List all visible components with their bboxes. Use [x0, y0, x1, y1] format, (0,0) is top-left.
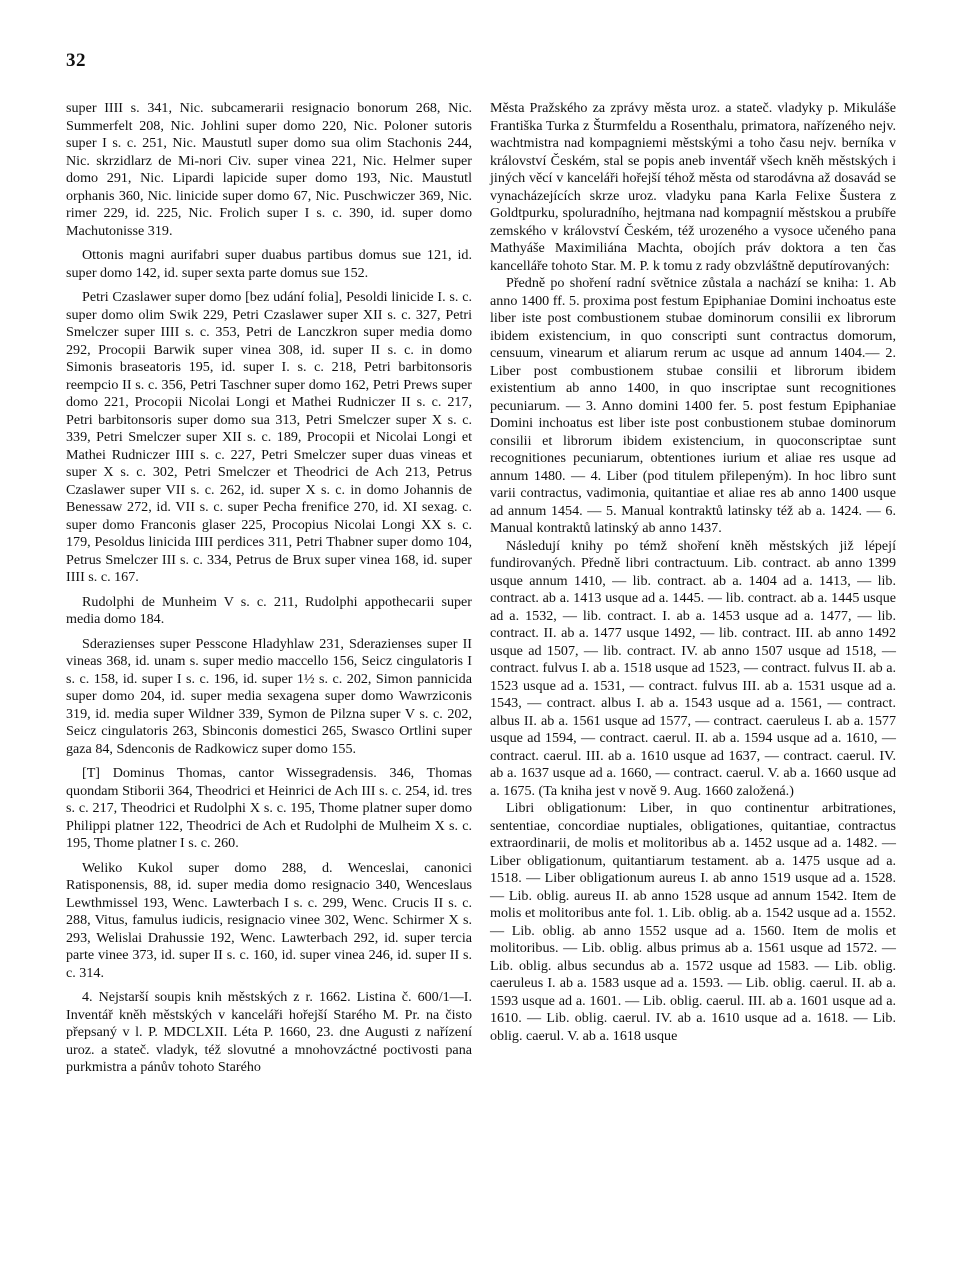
paragraph: Libri obligationum: Liber, in quo continentur arbitrationes, sententiae, concordiae nuptiales, obligationes, quitantiae, contractus extraordinarii, de molis et molitoribus ab a. 1452 usque ad a. 1482. — Liber obligationum, quitantiarum testament. ab a. 1475 usque ad a. 1518. — Liber obligationum aureus I. ab anno 1519 usque ad a. 1528. — Lib. oblig. aureus II. ab anno 1528 usque ad annum 1542. Item de molis et molitoribus ante fol. 1. Lib. oblig. ab a. 1542 usque ad a. 1552. — Lib. oblig. ab anno 1552 usque ad a. 1560. Item de molis et molitoribus. — Lib. oblig. albus primus ab a. 1561 usque ad 1572. — Lib. oblig. albus secundus ab a. 1572 usque ad 1583. — Lib. oblig. caeruleus I. ab a. 1583 usque ad a. 1593. — Lib. oblig. caerul. II. ab a. 1593 usque ad a. 1601. — Lib. oblig. caerul. III. ab a. 1601 usque ad a. 1610. — Lib. oblig. caerul. IV. ab a. 1610 usque ad a. 1618. — Lib. oblig. caerul. V. ab a. 1618 usque — [490, 800, 896, 1044]
paragraph: Weliko Kukol super domo 288, d. Wenceslai, canonici Ratisponensis, 88, id. super media domo resignacio 340, Wenceslaus Lewthmissel 193, Wenc. Lawterbach I s. c. 299, Wenc. Crucis II s. c. 288, Vitus, famulus iudicis, resignacio vinee 302, Wenc. Schirmer X s. 293, Welislai Drahussie 192, Wenc. Lawterbach 292, id. super tercia parte vinee 373, id. super II s. c. 160, id. super vinea 246, id. super II s. c. 314. — [66, 859, 472, 981]
paragraph: super IIII s. 341, Nic. subcamerarii resignacio bonorum 268, Nic. Summerfelt 208, Nic. Johlini super domo 220, Nic. Poloner sutoris super I s. c. 251, Nic. Maustutl super domo sua olim Stachonis 244, Nic. skrzidlarz de Mi-nori Civ. super vinea 221, Nic. Helmer super domo 291, Nic. Lipardi lapicide super domo 193, Nic. Maustutl orphanis 360, Nic. linicide super domo 67, Nic. Puschwiczer 369, Nic. rimer 229, id. 225, Nic. Frolich super I s. c. 390, id. super domo Machutonisse 319. — [66, 100, 472, 239]
left-column — [66, 100, 472, 1077]
page-number: 32 — [66, 50, 86, 71]
section-heading-paragraph: 4. Nejstarší soupis knih městských z r. 1662. Listina č. 600/1—I. Inventář kněh městských v kanceláři hořejší Starého M. Pr. na čisto přepsaný v l. P. MDCLXII. Léta P. 1660, 23. dne Augusti z nařízení uroz. a stateč. vladyk, též slovutné a mnohovzáctné poctivosti pana purkmistra a pánův tohoto Starého — [66, 989, 472, 1075]
paragraph: [T] Dominus Thomas, cantor Wissegradensis. 346, Thomas quondam Stiborii 364, Theodrici et Heinrici de Ach III s. c. 254, id. tres s. c. 217, Theodrici et Rudolphi X s. c. 195, Thome platner super domo Philippi platner 122, Theodrici de Ach et Rudolphi de Mulheim X s. c. 195, Thome platner I s. c. 260. — [66, 765, 472, 851]
paragraph: Ottonis magni aurifabri super duabus partibus domus sue 121, id. super domo 142, id. super sexta parte domus sue 152. — [66, 247, 472, 281]
paragraph: Předně po shoření radní světnice zůstala a nachází se kniha: 1. Ab anno 1400 ff. 5. proxima post festum Epiphaniae Domini inchoatus este liber iste post combustionem stubae dominorum consilii ex librorum ibidem existencium, in quo conscripti sunt contractus domorum, censuum, vinearum et aliarum rerum ac usque ad annum 1404.— 2. Liber post combustionem stubae consilii et librorum ibidem existentium ab anno 1400, in quo inscriptae sunt recognitiones pecuniarum. — 3. Anno domini 1400 fer. 5. post festum Epiphaniae Domini inchoatus est liber iste post conbustionem stubae dominorum consilii et librorum ibidem existencium, in quoconscriptae sunt recognitiones pecuniarum, obtentiones iurium et aliae res usque ad annum 1480. — 4. Liber (pod titulem přilepeným). In hoc libro sunt varii contractus, vadimonia, quitantiae et aliae res ab anno 1400 usque ad annum 1454. — 5. Manual kontraktů latinsky též ab a. 1424. — 6. Manual kontraktů latinský ab anno 1437. — [490, 275, 896, 536]
paragraph: Petri Czaslawer super domo [bez udání folia], Pesoldi linicide I. s. c. super domo olim Swik 229, Petri Czaslawer super XII s. c. 327, Petri Smelczer super IIII s. c. 353, Petri de Lanczkron super media domo 292, Procopii Barwik super vinea 308, id. super II s. c. in domo Simonis braseatoris 195, id. super I. s. c. 218, Petri barbitonsoris reempcio II s. c. 356, Petri Taschner super domo 162, Petri Prews super domo 221, Procopii Nicolai Longi et Mathei Rudniczer II s. c. 217, Petri barbitonsoris super domo sua 313, Petri Smelczer super X s. c. 339, Petri Smelczer super XII s. c. 189, Procopii et Nicolai Longi et Mathei Rudniczer IIII s. c. 227, Petri Smelczer super duas vineas et super X s. c. 302, Petri Smelczer et Theodrici de Ach 213, Petrus Czaslawer super VII s. c. 262, id. super X s. c. in domo Johannis de Benessaw 272, id. VII s. c. super Pecha frenifice 270, id. XI sexag. c. super domo Franconis glaser 225, Procopius Nicolai Longi XX s. c. 179, Pesoldus linicida IIII perdices 311, Petri Thabner super domo 104, Petrus Smelczer III s. c. 334, Petrus de Brux super vinea 168, id. super IIII s. c. 167. — [66, 289, 472, 585]
paragraph: Rudolphi de Munheim V s. c. 211, Rudolphi appothecarii super media domo 184. — [66, 593, 472, 627]
right-column — [490, 100, 896, 1045]
paragraph: Sderazienses super Pesscone Hladyhlaw 231, Sderazienses super II vineas 368, id. unam s. super medio maccello 156, Seicz cingulatoris I s. c. 158, id. super I s. c. 196, id. super 1½ s. c. 202, Simon pannicida super domo 204, id. super media sexagena super domo Wawrziconis 319, id. media super Wildner 339, Symon de Pilzna super V s. c. 202, Seicz cingulatoris 263, Sbinconis domestici 265, Swasco Ortlini super gaza 84, Sdenconis de Radkowicz super domo 155. — [66, 635, 472, 757]
paragraph: Následují knihy po témž shoření kněh městských již lépejí fundirovaných. Předně libri contractuum. Lib. contract. ab anno 1399 usque annum 1410, — lib. contract. ab a. 1404 ad a. 1413, — lib. contract. ab a. 1413 usque ad a. 1445. — lib. contract. ab a. 1445 usque ad a. 1532, — lib. contract. I. ab a. 1453 usque ad a. 1477, — lib. contract. II. ab a. 1477 usque 1492, — lib. contract. III. ab anno 1492 usque ad 1507, — lib. contract. IV. ab anno 1507 usque ad 1518, — contract. fulvus I. ab a. 1518 usque ad 1523, — contract. fulvus II. ab a. 1523 usque ad a. 1531, — contract. fulvus III. ab a. 1531 usque ad a. 1543, — contract. albus I. ab a. 1543 usque ad a. 1561, — contract. albus II. ab a. 1561 usque ad 1577, — contract. caeruleus I. ab a. 1577 usque ad 1594, — contract. caerul. II. ab a. 1594 usque ad a. 1610, — contract. caerul. III. ab a. 1610 usque ad 1637, — contract. caerul. IV. ab a. 1637 usque ad a. 1660, — contract. caerul. V. ab a. 1660 usque ad a. 1675. (Ta kniha jest v nově 9. Aug. 1660 založená.) — [490, 537, 896, 799]
paragraph: Města Pražského za zprávy města uroz. a stateč. vladyky p. Mikuláše Františka Turka z Šturmfeldu a Rosenthalu, primatora, nařízeného nejv. wachtmistra nad kompagniemi městskými a toho času nejv. berníka v království Českém, stal se popis aneb inventář všech kněh městských i jiných věcí v kanceláři hořejší téhož města od starodávna až dosavád se vynacházejících skrze uroz. vladyku pana Karla Felixe Šustera z Goldtpurku, spoluradního, hejtmana nad kompagnií městskou a prubíře zemského v království Českém, též urozeného a vysoce učeného pana Mathyáše Maximiliána Machta, obojích práv doktora a ten čas kancelláře tohoto Star. M. P. k tomu z rady obzvláštně deputírovaných: — [490, 100, 896, 274]
